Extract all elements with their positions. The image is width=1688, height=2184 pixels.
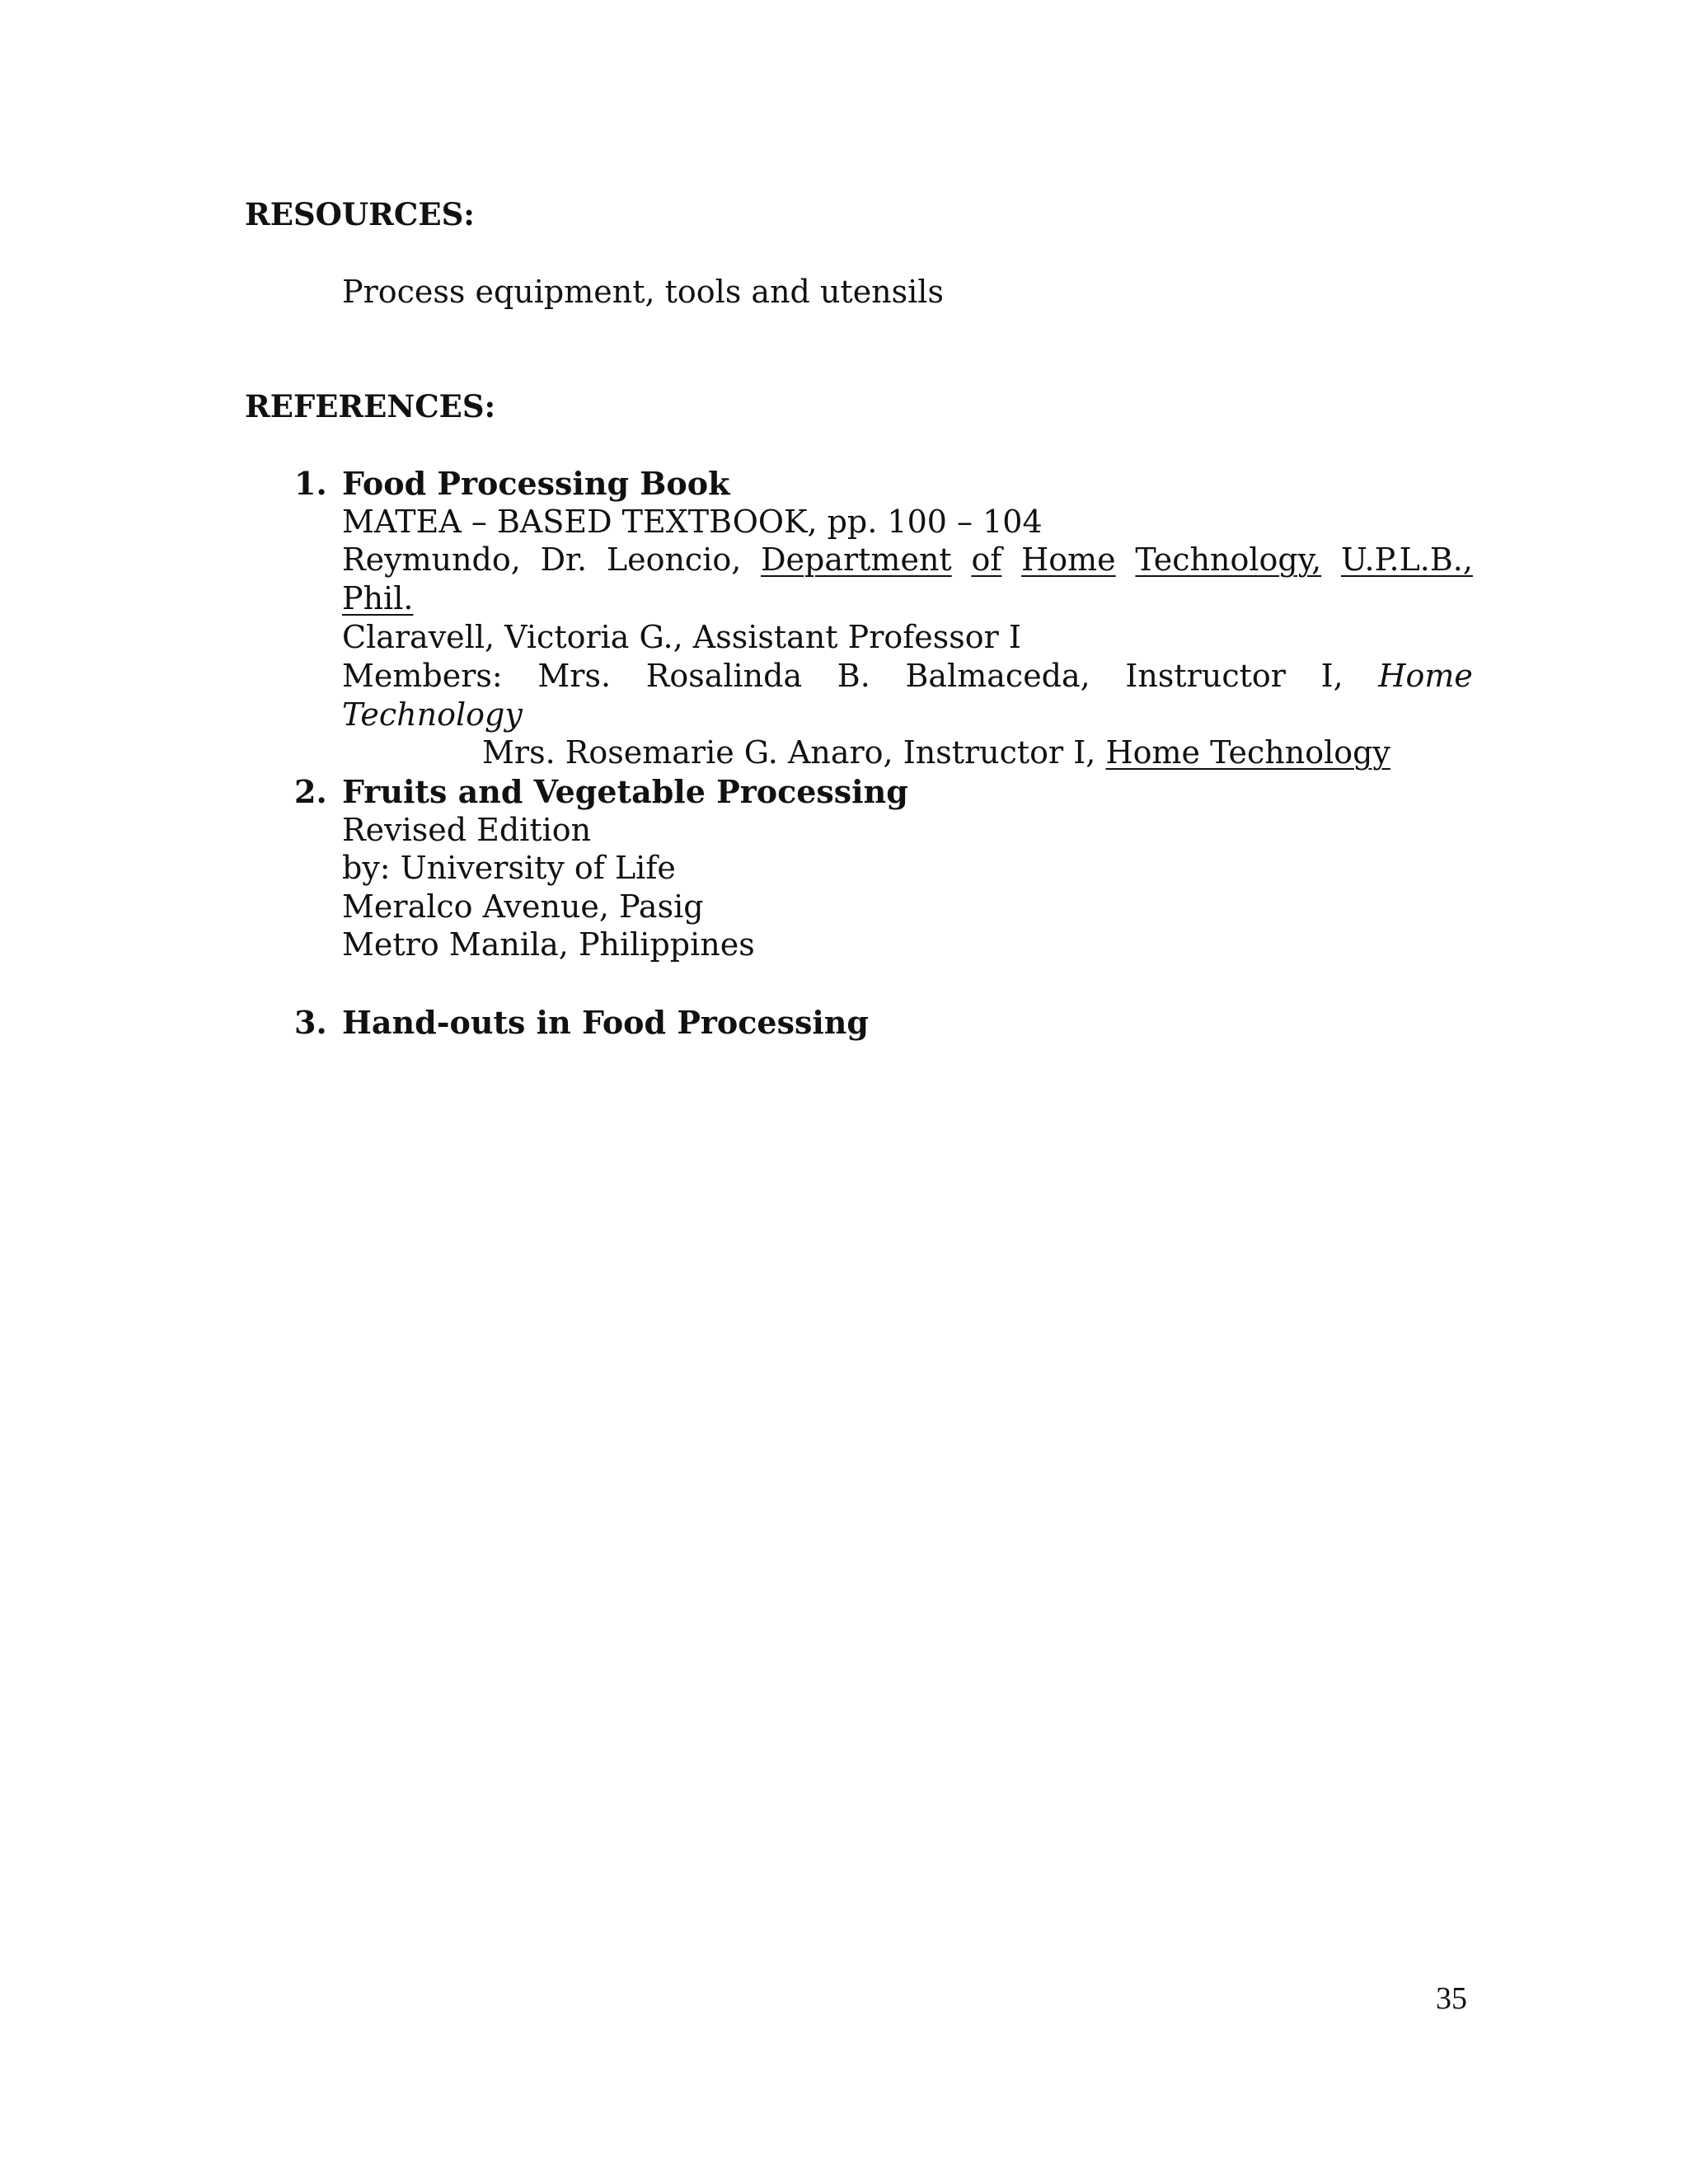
references-heading: REFERENCES: bbox=[245, 388, 496, 424]
rosemarie-link: Home Technology bbox=[1105, 734, 1390, 771]
members-word: B. bbox=[837, 658, 870, 694]
department-word: of bbox=[971, 541, 1002, 578]
members-word: Instructor bbox=[1125, 658, 1286, 694]
reference-1-members-continuation: Technology bbox=[342, 696, 523, 733]
resources-text: Process equipment, tools and utensils bbox=[342, 274, 944, 310]
author-word: Dr. bbox=[540, 541, 588, 578]
reference-1-rosemarie bbox=[482, 734, 1390, 771]
department-word: Technology, bbox=[1135, 541, 1322, 578]
reference-title-2: Fruits and Vegetable Processing bbox=[342, 773, 908, 810]
members-word: I, bbox=[1320, 658, 1343, 694]
author-word: Reymundo, bbox=[342, 541, 521, 578]
reference-1-dept-continuation: Phil. bbox=[342, 580, 414, 616]
author-word: Leoncio, bbox=[606, 541, 742, 578]
reference-2-line: by: University of Life bbox=[342, 850, 676, 886]
reference-1-members-line bbox=[342, 658, 1473, 694]
members-italic-word: Home bbox=[1378, 658, 1473, 694]
members-word: Balmaceda, bbox=[905, 658, 1090, 694]
members-word: Mrs. bbox=[537, 658, 612, 694]
resources-heading: RESOURCES: bbox=[245, 196, 475, 232]
reference-2-line: Meralco Avenue, Pasig bbox=[342, 888, 704, 925]
department-word: Home bbox=[1021, 541, 1116, 578]
reference-1-textbook: MATEA – BASED TEXTBOOK, pp. 100 – 104 bbox=[342, 504, 1043, 540]
reference-number-3: 3. bbox=[294, 1004, 327, 1041]
reference-2-line: Revised Edition bbox=[342, 812, 592, 848]
members-word: Members: bbox=[342, 658, 503, 694]
department-word: Department bbox=[761, 541, 952, 578]
reference-title-3: Hand-outs in Food Processing bbox=[342, 1004, 870, 1041]
reference-1-author-line bbox=[342, 541, 1473, 578]
reference-number-1: 1. bbox=[294, 465, 327, 502]
reference-2-line: Metro Manila, Philippines bbox=[342, 926, 755, 963]
page-number: 35 bbox=[1436, 1981, 1467, 2016]
reference-1-claravell: Claravell, Victoria G., Assistant Professor I bbox=[342, 619, 1021, 655]
department-word: U.P.L.B., bbox=[1341, 541, 1473, 578]
reference-number-2: 2. bbox=[294, 773, 327, 810]
members-word: Rosalinda bbox=[645, 658, 803, 694]
reference-title-1: Food Processing Book bbox=[342, 465, 730, 502]
rosemarie-text: Mrs. Rosemarie G. Anaro, Instructor I, bbox=[482, 734, 1106, 771]
